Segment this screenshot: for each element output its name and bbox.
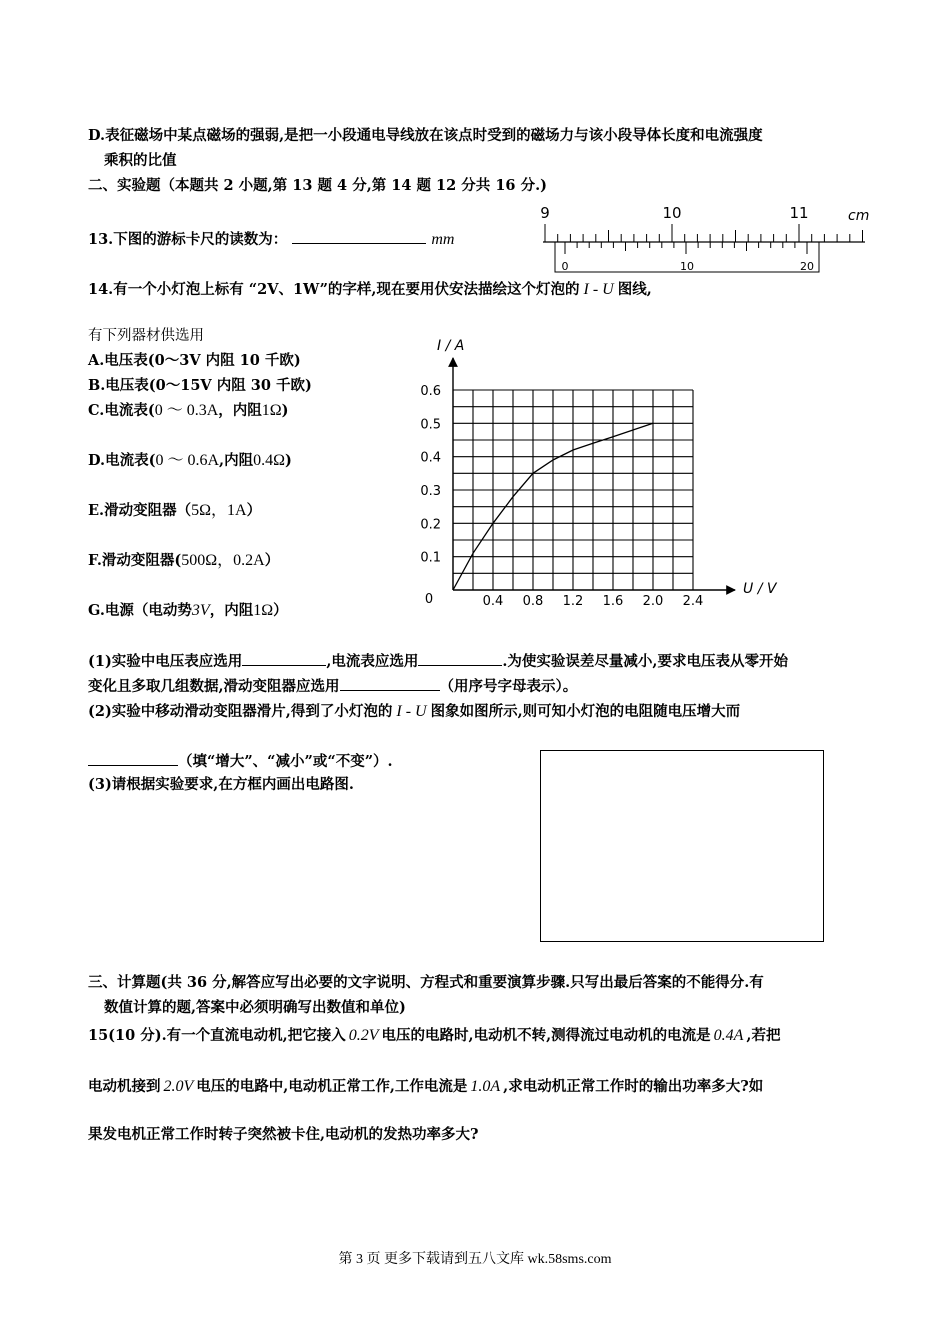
- iu-symbol: I - U: [583, 281, 614, 298]
- y-tick-label: 0.1: [420, 550, 441, 566]
- caliper-main-label: 11: [789, 204, 809, 222]
- q15-line2: [88, 1078, 763, 1096]
- q14-intro: [88, 281, 652, 299]
- q14-p1-text-c: .为使实验误差尽量减小,要求电压表从零开始: [502, 653, 788, 670]
- y-tick-label: 0.6: [420, 384, 441, 399]
- x-tick-label: 0.8: [522, 594, 544, 609]
- caliper-main-label: 10: [662, 204, 682, 222]
- option-d-mid: ,内阻: [219, 452, 254, 469]
- option-d-range: 0 ～ 0.6A: [155, 452, 220, 469]
- option-f-values: 500Ω，0.2A: [181, 552, 265, 569]
- option-e-end: ）: [246, 502, 262, 519]
- q15-text-f: ,求电动机正常工作时的输出功率多大?如: [503, 1078, 764, 1095]
- q15-text-a: 15(10 分).有一个直流电动机,把它接入: [88, 1027, 346, 1044]
- x-tick-label: 1.6: [602, 594, 624, 609]
- x-tick-label: 2.4: [682, 594, 704, 609]
- option-e-label: E.滑动变阻器（: [88, 502, 192, 519]
- x-axis-label: U / V: [743, 581, 777, 597]
- option-f: [88, 552, 279, 570]
- y-tick-label: 0.4: [420, 450, 441, 466]
- q13-prompt: 13.下图的游标卡尺的读数为：: [88, 231, 288, 248]
- q15-text-b: 电压的电路时,电动机不转,测得流过电动机的电流是: [381, 1027, 711, 1044]
- option-g-mid: ，内阻: [209, 602, 254, 619]
- q14-part2-line1: [88, 703, 740, 721]
- q14-p2-text-a: (2)实验中移动滑动变阻器滑片,得到了小灯泡的: [88, 703, 393, 720]
- materials-heading: 有下列器材供选用: [88, 328, 204, 344]
- q13-text: [88, 229, 454, 249]
- option-g-label: G.电源（电动势: [88, 602, 192, 619]
- caliper-vernier-label: 0: [561, 260, 569, 273]
- option-g-resistance: 1Ω: [253, 602, 274, 619]
- q14-p1-text-d: 变化且多取几组数据,滑动变阻器应选用: [88, 678, 340, 695]
- y-tick-label: 0.3: [420, 484, 441, 499]
- option-d-end: ): [284, 452, 292, 469]
- iu-chart: [405, 330, 795, 620]
- q15-current-1: 0.4A: [713, 1027, 744, 1044]
- option-c-mid: ，内阻: [218, 402, 262, 419]
- resistance-trend-blank[interactable]: [88, 751, 178, 766]
- q14-part2-line2: [88, 751, 393, 771]
- caliper-main-label: 9: [540, 204, 550, 222]
- q14-p2-text-b: 图象如图所示,则可知小灯泡的电阻随电压增大而: [430, 703, 741, 720]
- option-d-line2: 乘积的比值: [104, 152, 177, 169]
- caliper-vernier-label: 10: [680, 260, 694, 273]
- x-tick-label: 2.0: [642, 594, 664, 609]
- caliper-unit: cm: [848, 208, 870, 224]
- vernier-caliper: [535, 200, 870, 280]
- option-e-values: 5Ω，1A: [191, 502, 247, 519]
- chart-grid: [453, 390, 693, 590]
- rheostat-answer-blank[interactable]: [340, 676, 440, 691]
- ammeter-answer-blank[interactable]: [418, 651, 502, 666]
- option-d-line1: D.表征磁场中某点磁场的强弱,是把一小段通电导线放在该点时受到的磁场力与该小段导体长度和电流强度: [88, 127, 763, 144]
- option-d-label: D.电流表(: [88, 452, 156, 469]
- option-d-resistance: 0.4Ω: [253, 452, 285, 469]
- option-c: [88, 402, 289, 420]
- x-tick-label: 0.4: [482, 594, 504, 609]
- q13-answer-blank[interactable]: [292, 229, 426, 244]
- option-b: B.电压表(0～15V 内阻 30 千欧): [88, 377, 312, 394]
- q14-part3: (3)请根据实验要求,在方框内画出电路图.: [88, 776, 354, 793]
- x-tick-labels: [483, 594, 704, 609]
- section3-heading-line1: 三、计算题(共 36 分,解答应写出必要的文字说明、方程式和重要演算步骤.只写出最后答案的不能得分.有: [88, 974, 764, 991]
- section3-heading-line2: 数值计算的题,答案中必须明确写出数值和单位): [104, 999, 406, 1016]
- q15-voltage-2: 2.0V: [163, 1078, 194, 1095]
- q14-p1-text-b: ,电流表应选用: [326, 653, 419, 670]
- option-g-end: ）: [273, 602, 288, 619]
- q14-part1-line1: [88, 651, 788, 671]
- option-g-emf: 3V: [191, 602, 210, 619]
- voltmeter-answer-blank[interactable]: [242, 651, 326, 666]
- caliper-vernier-scale: [565, 242, 807, 254]
- q15-line1: [88, 1027, 780, 1045]
- q15-text-d: 电动机接到: [88, 1078, 161, 1095]
- y-tick-labels: [420, 384, 441, 566]
- option-c-resistance: 1Ω: [261, 402, 282, 419]
- caliper-main-scale: [543, 224, 865, 242]
- option-f-end: ）: [264, 552, 280, 569]
- option-c-end: ): [281, 402, 289, 419]
- y-tick-label: 0.2: [420, 517, 441, 533]
- option-a: A.电压表(0～3V 内阻 10 千欧): [88, 352, 301, 369]
- q14-part1-line2: [88, 676, 577, 696]
- option-f-label: F.滑动变阻器(: [88, 552, 182, 569]
- option-d: [88, 452, 292, 470]
- section2-heading: 二、实验题（本题共 2 小题,第 13 题 4 分,第 14 题 12 分共 16 分.): [88, 177, 547, 194]
- q15-text-e: 电压的电路中,电动机正常工作,工作电流是: [196, 1078, 468, 1095]
- q14-p1-text-e: （用序号字母表示）。: [439, 678, 578, 695]
- q15-line3: 果发电机正常工作时转子突然被卡住,电动机的发热功率多大?: [88, 1126, 479, 1143]
- q15-voltage-1: 0.2V: [348, 1027, 379, 1044]
- caliper-vernier-label: 20: [800, 260, 814, 273]
- q15-text-c: ,若把: [746, 1027, 781, 1044]
- option-g: [88, 602, 288, 620]
- q14-p2-text-c: （填“增大”、“减小”或“不变”）.: [178, 753, 393, 770]
- iu-symbol: I - U: [396, 703, 427, 720]
- origin-label: 0: [424, 592, 434, 607]
- q14-intro-text: 14.有一个小灯泡上标有 “2V、1W”的字样,现在要用伏安法描绘这个灯泡的: [88, 281, 580, 298]
- q14-intro-tail: 图线,: [617, 281, 652, 298]
- option-c-label: C.电流表(: [88, 402, 155, 419]
- y-tick-label: 0.5: [420, 417, 441, 433]
- circuit-drawing-box[interactable]: [540, 750, 824, 942]
- option-c-range: 0 ～ 0.3A: [154, 402, 219, 419]
- page-footer: 第 3 页 更多下载请到五八文库 wk.58sms.com: [338, 1252, 612, 1267]
- q14-p1-text-a: (1)实验中电压表应选用: [88, 653, 243, 670]
- y-axis-label: I / A: [437, 338, 465, 354]
- option-e: [88, 502, 261, 520]
- x-tick-label: 1.2: [562, 594, 584, 609]
- q13-unit: mm: [431, 231, 455, 248]
- q15-current-2: 1.0A: [470, 1078, 501, 1095]
